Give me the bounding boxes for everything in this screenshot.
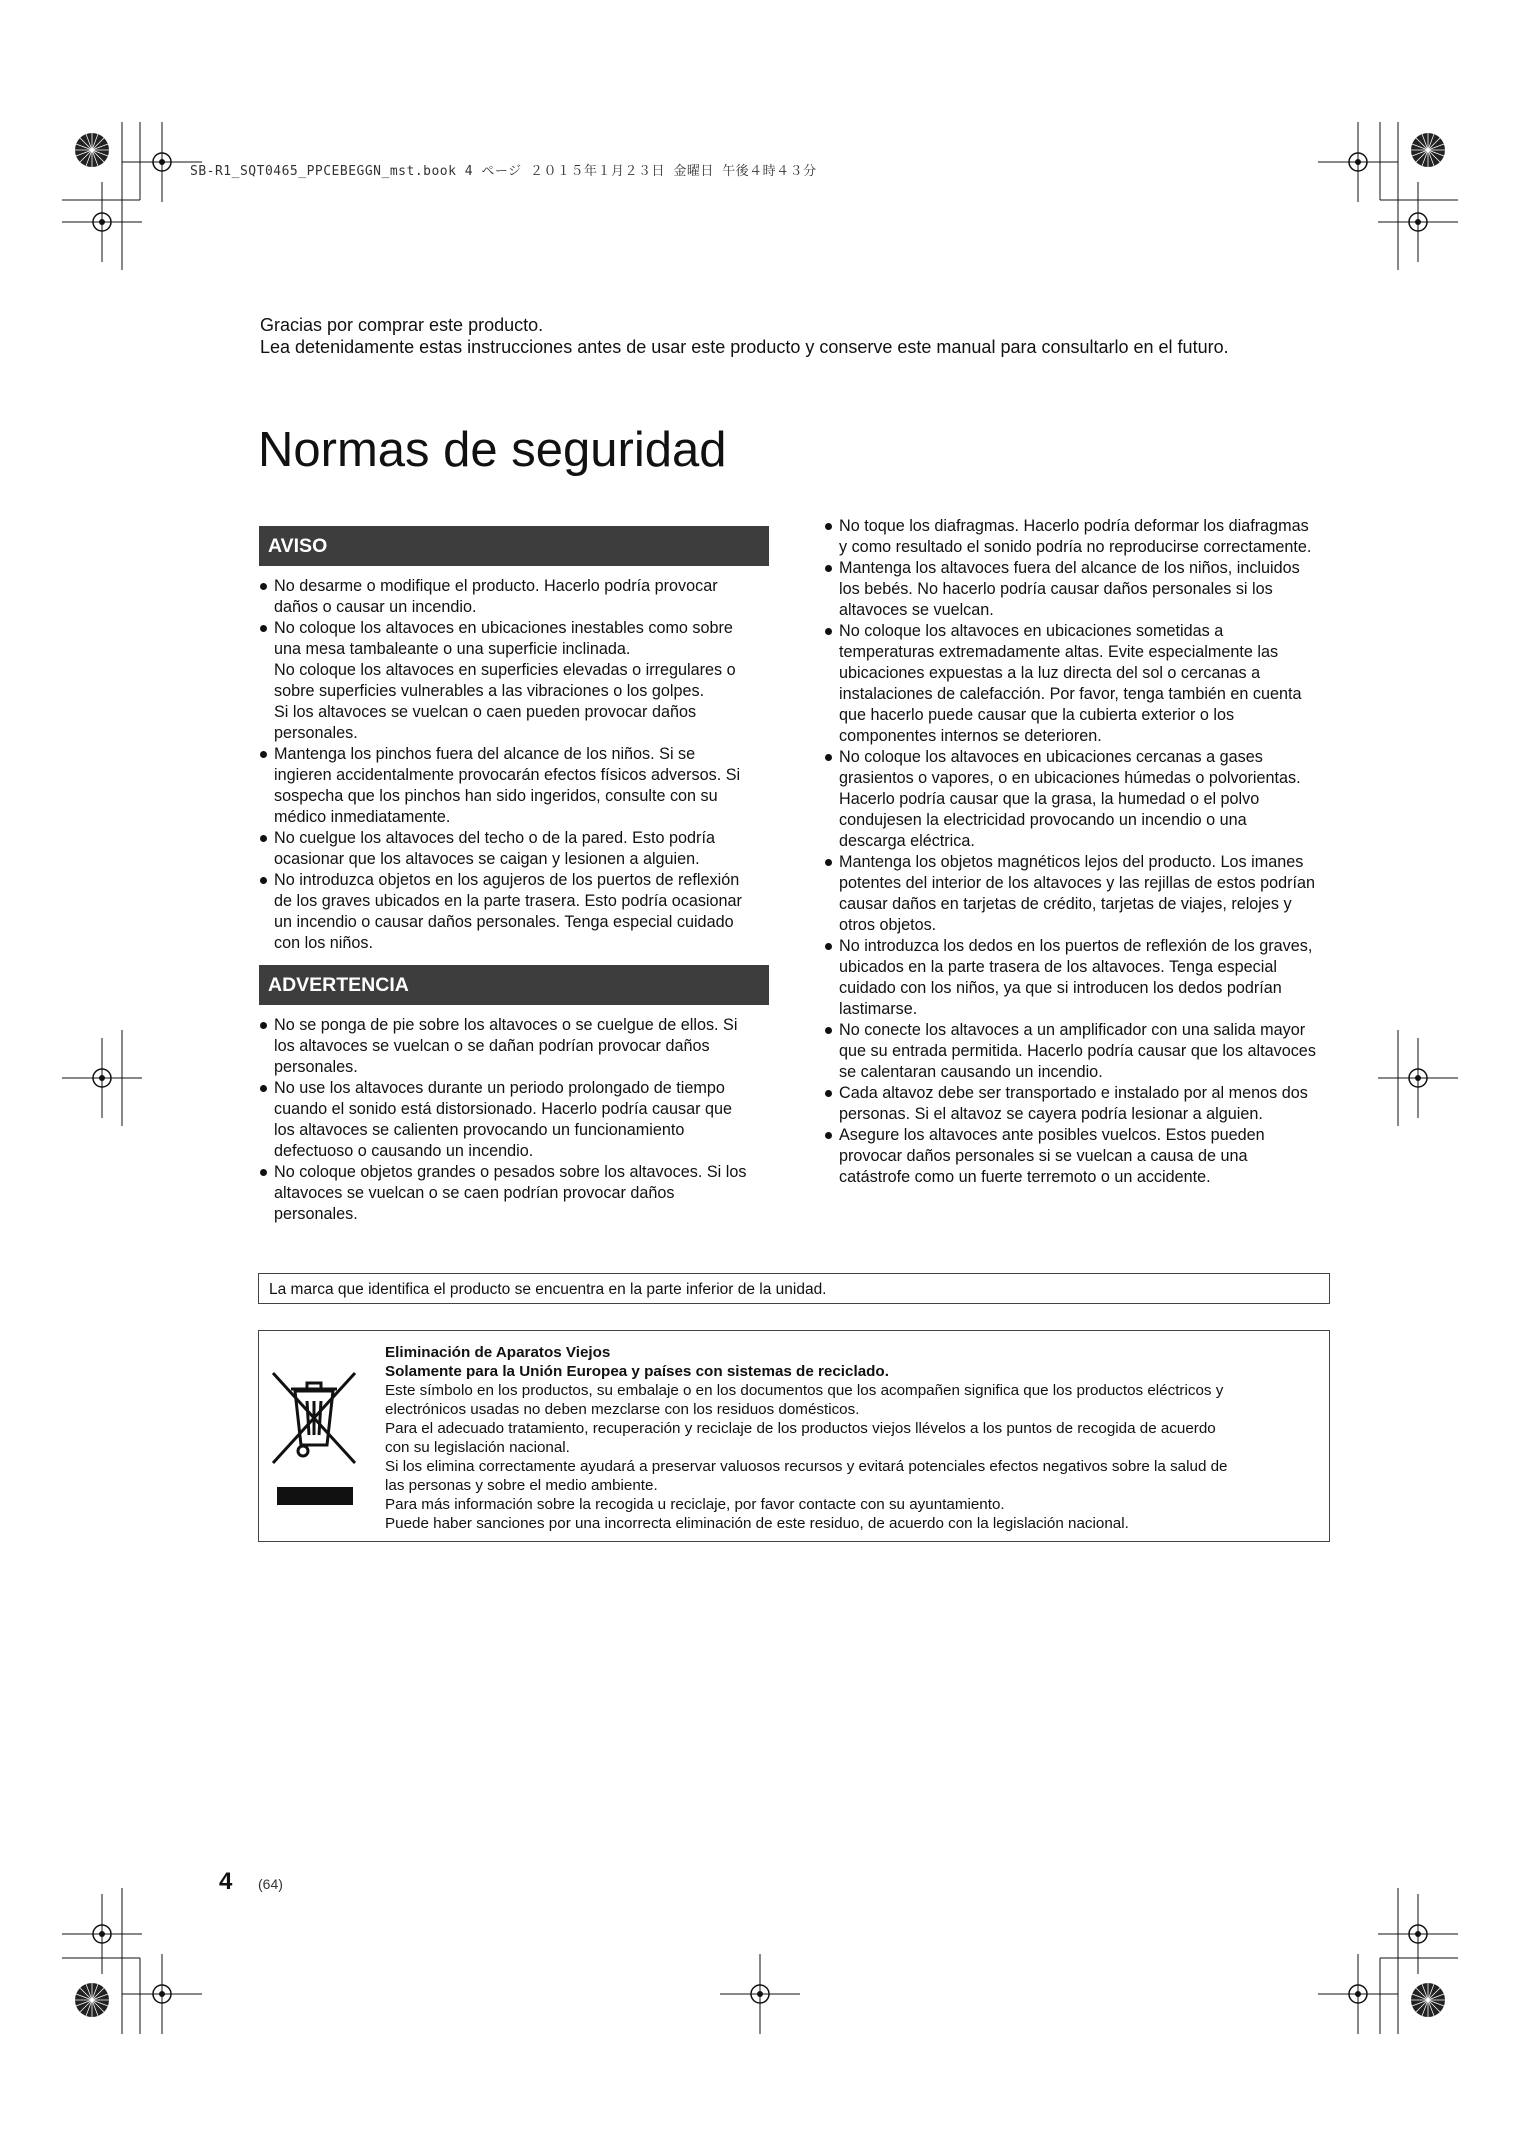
list-item-line: catástrofe como un fuerte terremoto o un accidente. <box>839 1168 1211 1186</box>
page-title: Normas de seguridad <box>258 423 727 477</box>
list-item-line: ocasionar que los altavoces se caigan y lesionen a alguien. <box>274 850 700 868</box>
list-item <box>824 1020 1334 1083</box>
text-line: Este símbolo en los productos, su embalaje o en los documentos que los acompañen significa que los productos eléctricos y <box>385 1382 1224 1399</box>
list-item-line: No use los altavoces durante un periodo prolongado de tiempo <box>274 1079 725 1097</box>
list-item <box>824 747 1334 852</box>
list-item-line: No introduzca los dedos en los puertos de reflexión de los graves, <box>839 937 1313 955</box>
list-item-line: No coloque objetos grandes o pesados sobre los altavoces. Si los <box>274 1163 747 1181</box>
list-item-line: los altavoces se calienten provocando un funcionamiento <box>274 1121 685 1139</box>
list-item-line: No introduzca objetos en los agujeros de los puertos de reflexión <box>274 871 740 889</box>
list-item-line: personales. <box>274 1058 358 1076</box>
list-item-line: sospecha que los pinchos han sido ingeridos, consulte con su <box>274 787 718 805</box>
list-item-line: cuidado con los niños, ya que si introducen los dedos podrían <box>839 979 1282 997</box>
list-item-line: condujesen la electricidad provocando un incendio o una <box>839 811 1247 829</box>
list-item-line: lastimarse. <box>839 1000 918 1018</box>
list-item-line: personas. Si el altavoz se cayera podría lesionar a alguien. <box>839 1105 1263 1123</box>
list-item <box>824 516 1334 558</box>
list-item-line: Cada altavoz debe ser transportado e instalado por al menos dos <box>839 1084 1308 1102</box>
aviso-list <box>259 576 769 954</box>
list-item-line: temperaturas extremadamente altas. Evite especialmente las <box>839 643 1279 661</box>
list-item-line: Mantenga los objetos magnéticos lejos del producto. Los imanes <box>839 853 1304 871</box>
list-item-line: No coloque los altavoces en superficies elevadas o irregulares o <box>274 661 736 679</box>
color-wheel-mark <box>1411 133 1445 167</box>
weee-subtitle: Solamente para la Unión Europea y países con sistemas de reciclado. <box>385 1363 889 1380</box>
right-column <box>824 516 1334 1188</box>
right-column-list <box>824 516 1334 1188</box>
list-item-line: que su entrada permitida. Hacerlo podría causar que los altavoces <box>839 1042 1316 1060</box>
crosshair-mark <box>720 1954 800 2034</box>
list-item-line: otros objetos. <box>839 916 937 934</box>
list-item-line: médico inmediatamente. <box>274 808 451 826</box>
crosshair-mark <box>1378 1894 1458 1974</box>
print-header-line: SB-R1_SQT0465_PPCEBEGGN_mst.book 4 ページ ２０１５年１月２３日 金曜日 午後４時４３分 <box>190 164 817 179</box>
list-item-line: personales. <box>274 724 358 742</box>
list-item-line: Mantenga los altavoces fuera del alcance de los niños, incluidos <box>839 559 1300 577</box>
crosshair-mark <box>1318 1954 1398 2034</box>
list-item <box>824 852 1334 936</box>
list-item <box>259 870 769 954</box>
weee-title: Eliminación de Aparatos Viejos <box>385 1344 611 1361</box>
crossed-bin-icon <box>271 1371 357 1521</box>
crosshair-mark <box>62 1894 142 1974</box>
list-item-line: ubicados en la parte trasera de los altavoces. Tenga especial <box>839 958 1277 976</box>
list-item-line: potentes del interior de los altavoces y las rejillas de estos podrían <box>839 874 1315 892</box>
list-item-line: altavoces se vuelcan. <box>839 601 994 619</box>
list-item <box>259 1015 769 1078</box>
list-item <box>259 828 769 870</box>
color-wheel-mark <box>75 133 109 167</box>
crosshair-mark <box>122 1954 202 2034</box>
color-wheel-mark <box>75 1983 109 2017</box>
crosshair-mark <box>62 182 142 262</box>
text-line: electrónicos usadas no deben mezclarse con los residuos domésticos. <box>385 1401 860 1418</box>
list-item-line: personales. <box>274 1205 358 1223</box>
color-wheel-mark <box>1411 1983 1445 2017</box>
list-item <box>259 576 769 618</box>
text-line: Para el adecuado tratamiento, recuperación y reciclaje de los productos viejos llévelos a los puntos de recogida de acuerdo <box>385 1420 1216 1437</box>
advertencia-list <box>259 1015 769 1225</box>
list-item-line: componentes internos se deterioren. <box>839 727 1102 745</box>
list-item-line: de los graves ubicados en la parte trasera. Esto podría ocasionar <box>274 892 742 910</box>
list-item-line: sobre superficies vulnerables a las vibraciones o los golpes. <box>274 682 705 700</box>
page-reference: (64) <box>258 1876 283 1892</box>
list-item-line: Mantenga los pinchos fuera del alcance de los niños. Si se <box>274 745 696 763</box>
list-item-line: No cuelgue los altavoces del techo o de la pared. Esto podría <box>274 829 715 847</box>
list-item-line: cuando el sonido está distorsionado. Hacerlo podría causar que <box>274 1100 733 1118</box>
product-mark-note: La marca que identifica el producto se encuentra en la parte inferior de la unidad. <box>258 1273 1330 1304</box>
text-line: Para más información sobre la recogida u reciclaje, por favor contacte con su ayuntamiento. <box>385 1496 1005 1513</box>
list-item-line: ingieren accidentalmente provocarán efectos físicos adversos. Si <box>274 766 741 784</box>
list-item <box>259 1162 769 1225</box>
list-item-line: No coloque los altavoces en ubicaciones sometidas a <box>839 622 1224 640</box>
list-item-line: una mesa tambaleante o una superficie inclinada. <box>274 640 631 658</box>
crosshair-mark <box>1378 1038 1458 1118</box>
list-item-line: No coloque los altavoces en ubicaciones cercanas a gases <box>839 748 1263 766</box>
list-item-line: provocar daños personales si se vuelcan a causa de una <box>839 1147 1248 1165</box>
list-item-line: No se ponga de pie sobre los altavoces o se cuelgue de ellos. Si <box>274 1016 738 1034</box>
section-heading-aviso: AVISO <box>259 526 769 566</box>
list-item-line: Asegure los altavoces ante posibles vuelcos. Estos pueden <box>839 1126 1265 1144</box>
list-item-line: No desarme o modifique el producto. Hacerlo podría provocar <box>274 577 718 595</box>
crosshair-mark <box>1318 122 1398 202</box>
text-line: las personas y sobre el medio ambiente. <box>385 1477 658 1494</box>
list-item-line: con los niños. <box>274 934 373 952</box>
list-item <box>824 558 1334 621</box>
list-item <box>259 744 769 828</box>
list-item-line: daños o causar un incendio. <box>274 598 477 616</box>
list-item-line: Si los altavoces se vuelcan o caen pueden provocar daños <box>274 703 697 721</box>
list-item-line: defectuoso o causando un incendio. <box>274 1142 534 1160</box>
crosshair-mark <box>1378 182 1458 262</box>
list-item <box>824 621 1334 747</box>
intro-line: Gracias por comprar este producto. <box>260 315 544 335</box>
list-item <box>824 1125 1334 1188</box>
list-item-line: Hacerlo podría causar que la grasa, la humedad o el polvo <box>839 790 1260 808</box>
list-item-line: ubicaciones expuestas a la luz directa del sol o cercanas a <box>839 664 1261 682</box>
left-column <box>259 526 769 1225</box>
list-item-line: los bebés. No hacerlo podría causar daños personales si los <box>839 580 1273 598</box>
list-item-line: instalaciones de calefacción. Por favor, tenga también en cuenta <box>839 685 1302 703</box>
text-line: Si los elimina correctamente ayudará a preservar valuosos recursos y evitará potenciales efectos negativos sobre la salud de <box>385 1458 1228 1475</box>
list-item-line: descarga eléctrica. <box>839 832 975 850</box>
list-item-line: No coloque los altavoces en ubicaciones inestables como sobre <box>274 619 733 637</box>
list-item-line: los altavoces se vuelcan o se dañan podrían provocar daños <box>274 1037 710 1055</box>
list-item-line: grasientos o vapores, o en ubicaciones húmedas o polvorientas. <box>839 769 1301 787</box>
weee-lines <box>385 1381 1315 1533</box>
section-heading-advertencia: ADVERTENCIA <box>259 965 769 1005</box>
list-item <box>824 1083 1334 1125</box>
text-line: Puede haber sanciones por una incorrecta eliminación de este residuo, de acuerdo con la legislación nacional. <box>385 1515 1129 1532</box>
text-line: con su legislación nacional. <box>385 1439 570 1456</box>
crosshair-mark <box>62 1038 142 1118</box>
list-item-line: que hacerlo puede causar que la cubierta exterior o los <box>839 706 1235 724</box>
list-item-line: causar daños en tarjetas de crédito, tarjetas de viajes, relojes y <box>839 895 1292 913</box>
list-item-line: se calentaran causando un incendio. <box>839 1063 1103 1081</box>
list-item <box>824 936 1334 1020</box>
page-number: 4 <box>219 1868 233 1895</box>
list-item-line: No conecte los altavoces a un amplificador con una salida mayor <box>839 1021 1306 1039</box>
intro-text <box>260 314 1229 358</box>
intro-line: Lea detenidamente estas instrucciones antes de usar este producto y conserve este manual para consultarlo en el futuro. <box>260 337 1229 357</box>
list-item <box>259 618 769 744</box>
weee-text <box>385 1343 1315 1533</box>
list-item-line: No toque los diafragmas. Hacerlo podría deformar los diafragmas <box>839 517 1309 535</box>
list-item-line: altavoces se vuelcan o se caen podrían provocar daños <box>274 1184 675 1202</box>
list-item-line: un incendio o causar daños personales. Tenga especial cuidado <box>274 913 734 931</box>
list-item <box>259 1078 769 1162</box>
list-item-line: y como resultado el sonido podría no reproducirse correctamente. <box>839 538 1312 556</box>
weee-disposal-box <box>258 1330 1330 1542</box>
